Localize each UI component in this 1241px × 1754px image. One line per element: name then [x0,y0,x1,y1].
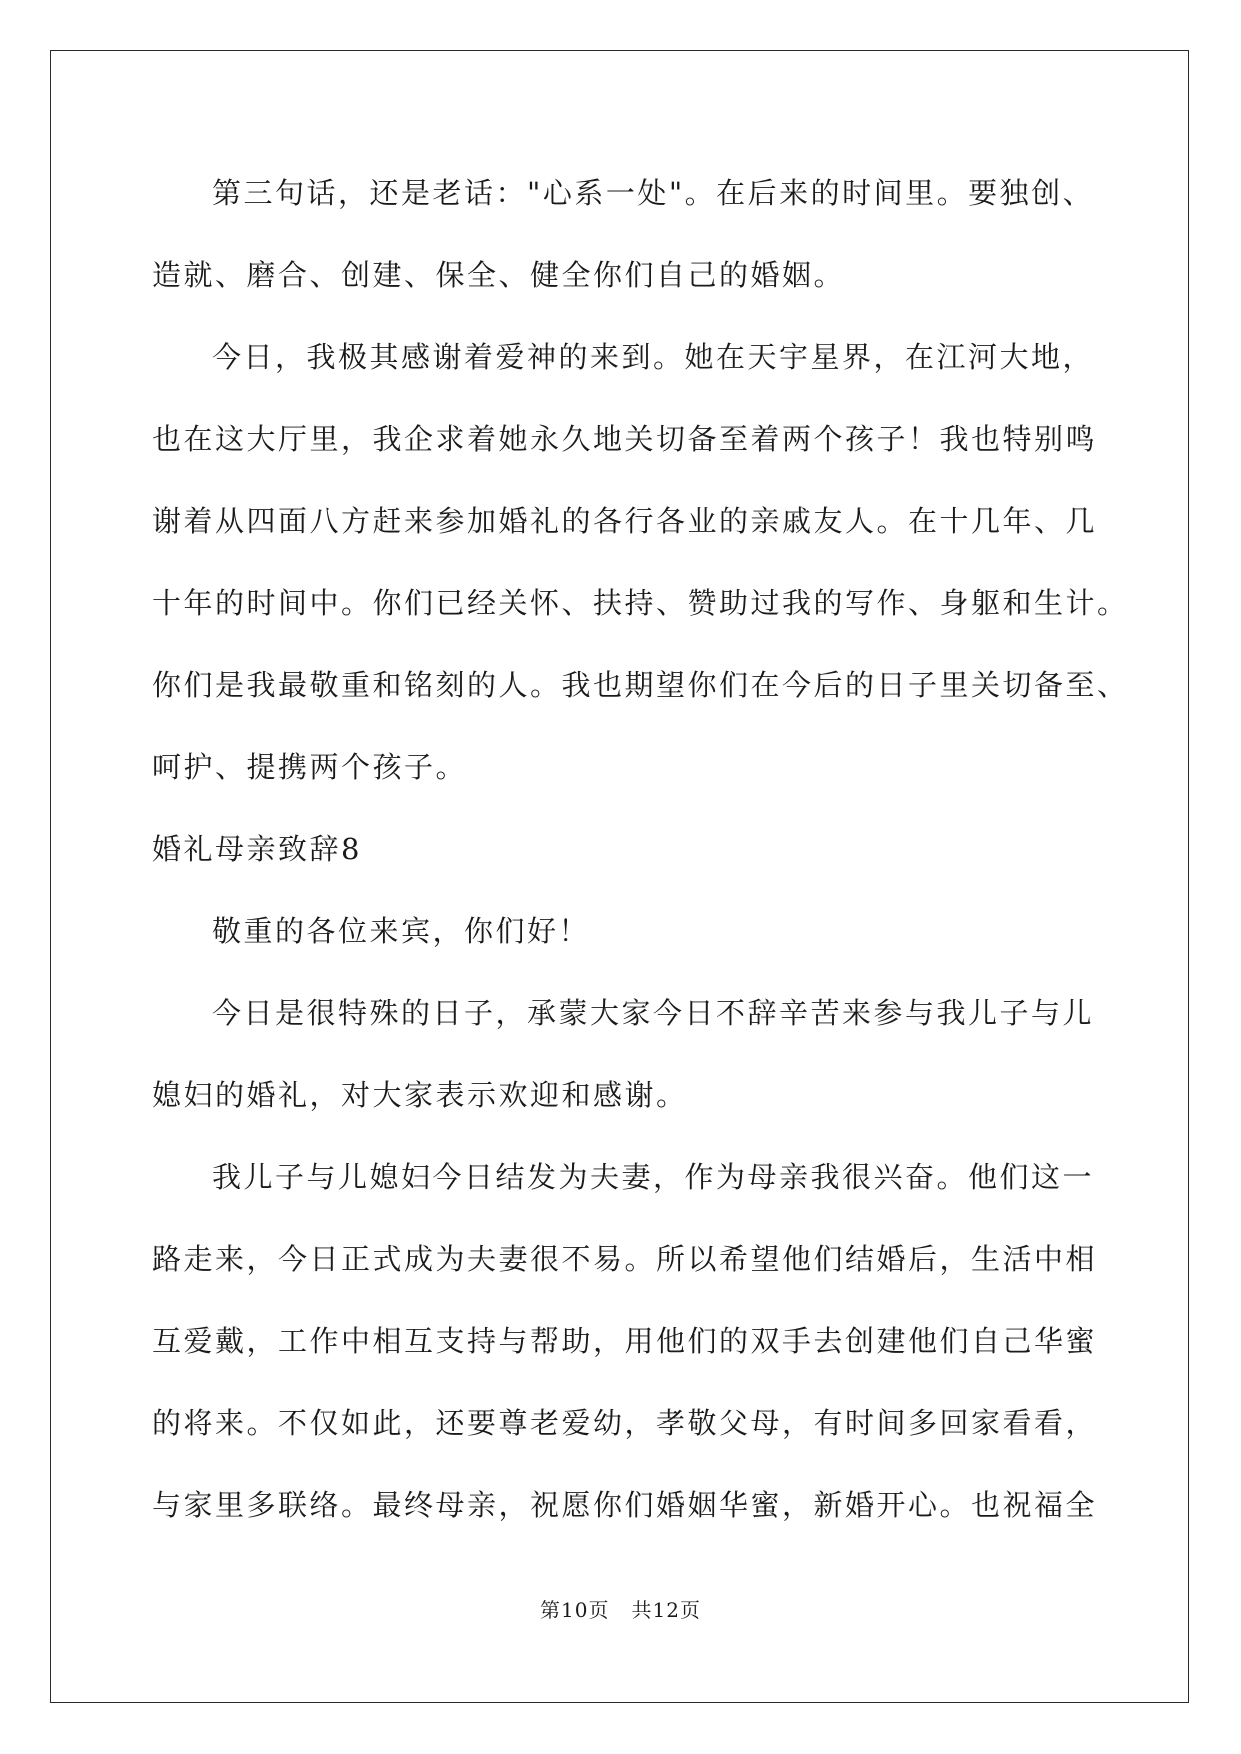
text-line: 互爱戴，工作中相互支持与帮助，用他们的双手去创建他们自己华蜜 [152,1324,1098,1358]
current-page-number: 第10页 [540,1598,610,1622]
total-pages: 共12页 [631,1598,701,1622]
text-line: 与家里多联络。最终母亲，祝愿你们婚姻华蜜，新婚开心。也祝福全 [152,1488,1098,1522]
heading-text: 婚礼母亲致辞8 [152,832,362,866]
paragraph-3 [152,890,1112,972]
text-line: 的将来。不仅如此，还要尊老爱幼，孝敬父母，有时间多回家看看， [152,1406,1098,1440]
text-line: 十年的时间中。你们已经关怀、扶持、赞助过我的写作、身躯和生计。 [152,586,1129,620]
text-line: 今日是很特殊的日子，承蒙大家今日不辞辛苦来参与我儿子与儿 [212,996,1095,1030]
paragraph-4 [152,972,1112,1136]
paragraph-1 [152,152,1112,316]
text-line: 你们是我最敬重和铭刻的人。我也期望你们在今后的日子里关切备至、 [152,668,1129,702]
text-line: 造就、磨合、创建、保全、健全你们自己的婚姻。 [152,258,846,292]
text-line: 敬重的各位来宾，你们好！ [212,914,591,948]
text-line: 呵护、提携两个孩子。 [152,750,468,784]
text-line: 媳妇的婚礼，对大家表示欢迎和感谢。 [152,1078,688,1112]
page-footer [0,1594,1241,1623]
text-line: 也在这大厅里，我企求着她永久地关切备至着两个孩子！我也特别鸣 [152,422,1098,456]
text-line: 今日，我极其感谢着爱神的来到。她在天宇星界，在江河大地， [212,340,1095,374]
text-line: 我儿子与儿媳妇今日结发为夫妻，作为母亲我很兴奋。他们这一 [212,1160,1095,1194]
text-line: 第三句话，还是老话："心系一处"。在后来的时间里。要独创、 [212,176,1095,210]
document-body [152,152,1129,1546]
text-line: 路走来，今日正式成为夫妻很不易。所以希望他们结婚后，生活中相 [152,1242,1098,1276]
paragraph-2 [152,316,1129,808]
paragraph-5 [152,1136,1112,1546]
section-heading [152,808,1112,890]
text-line: 谢着从四面八方赶来参加婚礼的各行各业的亲戚友人。在十几年、几 [152,504,1098,538]
